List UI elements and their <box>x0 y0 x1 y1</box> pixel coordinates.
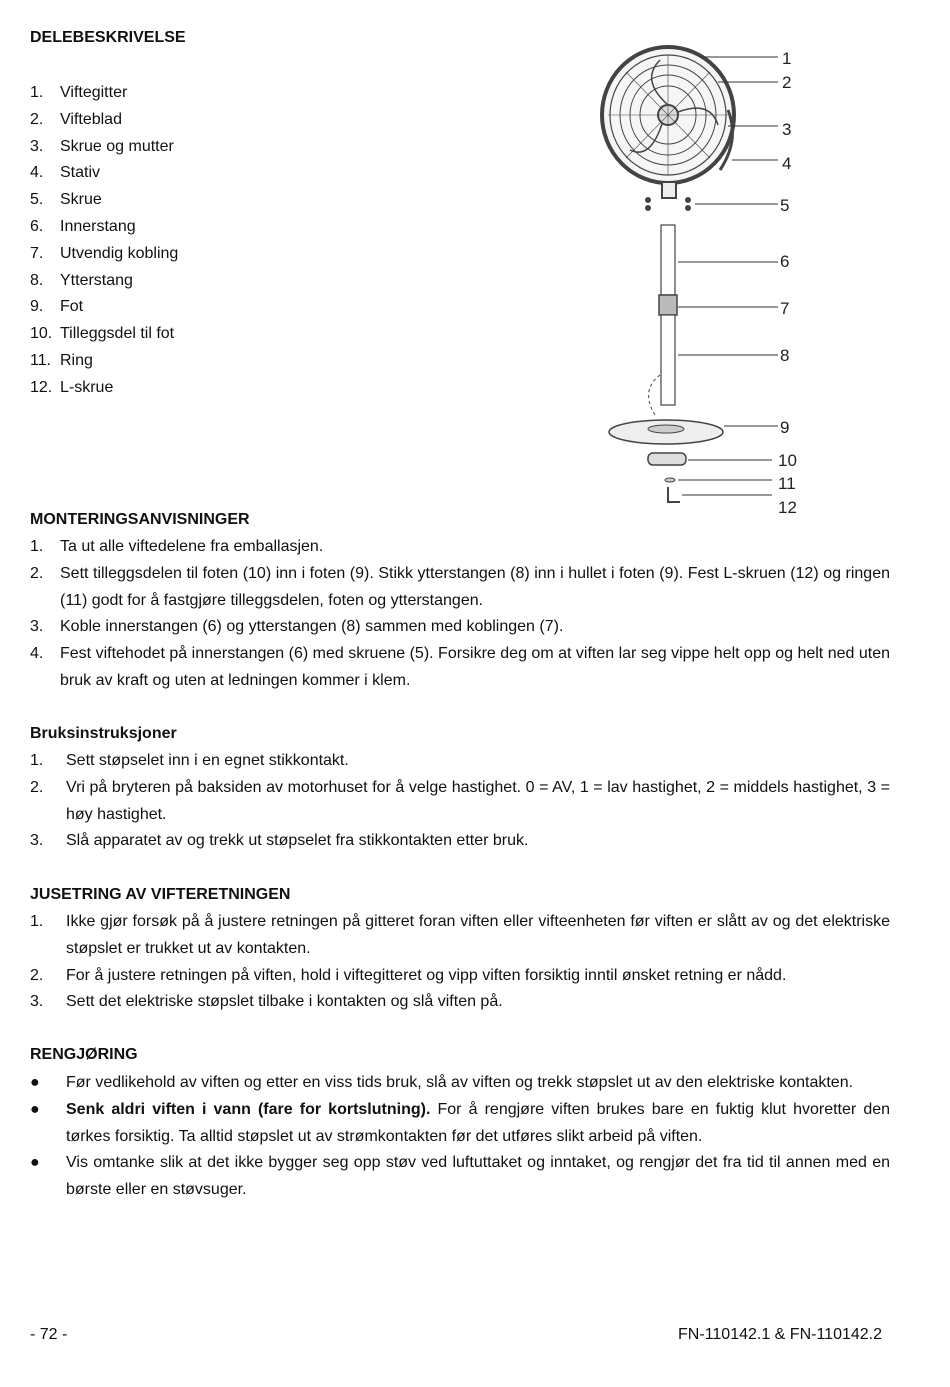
usage-heading: Bruksinstruksjoner <box>30 725 177 742</box>
fan-diagram <box>600 40 820 520</box>
parts-item: 8. Ytterstang <box>30 271 133 289</box>
bullet-icon: ● <box>30 1074 40 1091</box>
parts-item: 4. Stativ <box>30 164 101 182</box>
callout-label: 7 <box>780 299 790 318</box>
fan-base-illustration <box>609 420 723 502</box>
callout-label: 5 <box>780 196 790 215</box>
list-item: 2. Sett tilleggsdelen til foten (10) inn i foten (9). Stikk ytterstangen (8) inn i hullet i foten (9). Fest L-skruen (12) og ringen (11) godt for å fastgjøre tilleggsdelen, foten og ytterstangen. <box>30 564 890 609</box>
parts-item: 7. Utvendig kobling <box>30 244 179 262</box>
callout-label: 8 <box>780 346 790 365</box>
list-item: 3. Sett det elektriske støpslet tilbake i kontakten og slå viften på. <box>30 993 503 1011</box>
list-item: 2. For å justere retningen på viften, hold i viftegitteret og vipp viften forsiktig inntil ønsket retning er nådd. <box>30 966 787 984</box>
list-item: ● Vis omtanke slik at det ikke bygger seg opp støv ved luftuttaket og inntaket, og rengjør det fra tid til annen med en børste eller en støvsuger. <box>30 1150 890 1204</box>
bullet-icon: ● <box>30 1154 40 1172</box>
page-number: - 72 - <box>30 1326 68 1343</box>
usage-list <box>30 748 890 855</box>
bullet-icon: ● <box>30 1100 40 1118</box>
callout-label: 4 <box>782 154 792 173</box>
parts-item: 11. Ring <box>30 351 93 369</box>
parts-item: 9. Fot <box>30 298 84 316</box>
model-number: FN-110142.1 & FN-110142.2 <box>678 1326 882 1343</box>
adjust-list <box>30 909 890 1016</box>
list-item: 3. Slå apparatet av og trekk ut støpselet fra stikkontakten etter bruk. <box>30 832 529 850</box>
list-item: 3. Koble innerstangen (6) og ytterstangen (8) sammen med koblingen (7). <box>30 618 564 636</box>
parts-item: 3. Skrue og mutter <box>30 137 174 155</box>
adjust-heading: JUSETRING AV VIFTERETNINGEN <box>30 886 291 903</box>
cleaning-heading: RENGJØRING <box>30 1046 138 1063</box>
callout-label: 1 <box>782 49 792 68</box>
list-item: ● Senk aldri viften i vann (fare for kortslutning). For å rengjøre viften brukes bare en fuktig klut hvoretter den tørkes forsiktig. Ta alltid støpslet ut av strømkontakten før det utføres slikt arbeid på viften. <box>30 1097 890 1151</box>
fan-head-illustration <box>602 47 734 198</box>
assembly-list <box>30 534 890 695</box>
list-item: 2. Vri på bryteren på baksiden av motorhuset for å velge hastighet. 0 = AV, 1 = lav hastighet, 2 = middels hastighet, 3 = høy hastighet. <box>30 778 890 823</box>
callout-label: 9 <box>780 418 790 437</box>
callout-label: 2 <box>782 73 792 92</box>
list-item: ● Før vedlikehold av viften og etter en viss tids bruk, slå av viften og trekk støpslet ut av den elektriske kontakten. <box>30 1070 890 1097</box>
list-item: 4. Fest viftehodet på innerstangen (6) med skruene (5). Forsikre deg om at viften lar seg vippe helt opp og helt ned uten bruk av kraft og uten at ledningen kommer i klem. <box>30 645 890 689</box>
list-item: 1. Ikke gjør forsøk på å justere retningen på gitteret foran viften eller vifteenheten før viften er slått av og det elektriske støpslet er trukket ut av kontakten. <box>30 913 890 957</box>
list-item: 1. Ta ut alle viftedelene fra emballasjen. <box>30 538 324 555</box>
parts-item: 6. Innerstang <box>30 217 136 235</box>
parts-item: 5. Skrue <box>30 191 102 209</box>
callout-label: 3 <box>782 120 792 139</box>
parts-item: 10. Tilleggsdel til fot <box>30 325 175 343</box>
fan-screws-illustration <box>646 198 691 211</box>
parts-item: 1. Viftegitter <box>30 84 128 101</box>
parts-item: 12. L-skrue <box>30 378 114 396</box>
callout-label: 11 <box>778 474 796 493</box>
parts-item: 2. Vifteblad <box>30 110 122 128</box>
fan-pole-illustration <box>649 225 677 415</box>
list-item: 1. Sett støpselet inn i en egnet stikkontakt. <box>30 752 349 769</box>
cleaning-list <box>30 1070 890 1204</box>
parts-list <box>30 80 178 402</box>
callout-label: 12 <box>778 498 797 517</box>
parts-heading: DELEBESKRIVELSE <box>30 29 186 46</box>
assembly-heading: MONTERINGSANVISNINGER <box>30 511 250 528</box>
callout-label: 6 <box>780 252 790 271</box>
callout-label: 10 <box>778 451 797 470</box>
